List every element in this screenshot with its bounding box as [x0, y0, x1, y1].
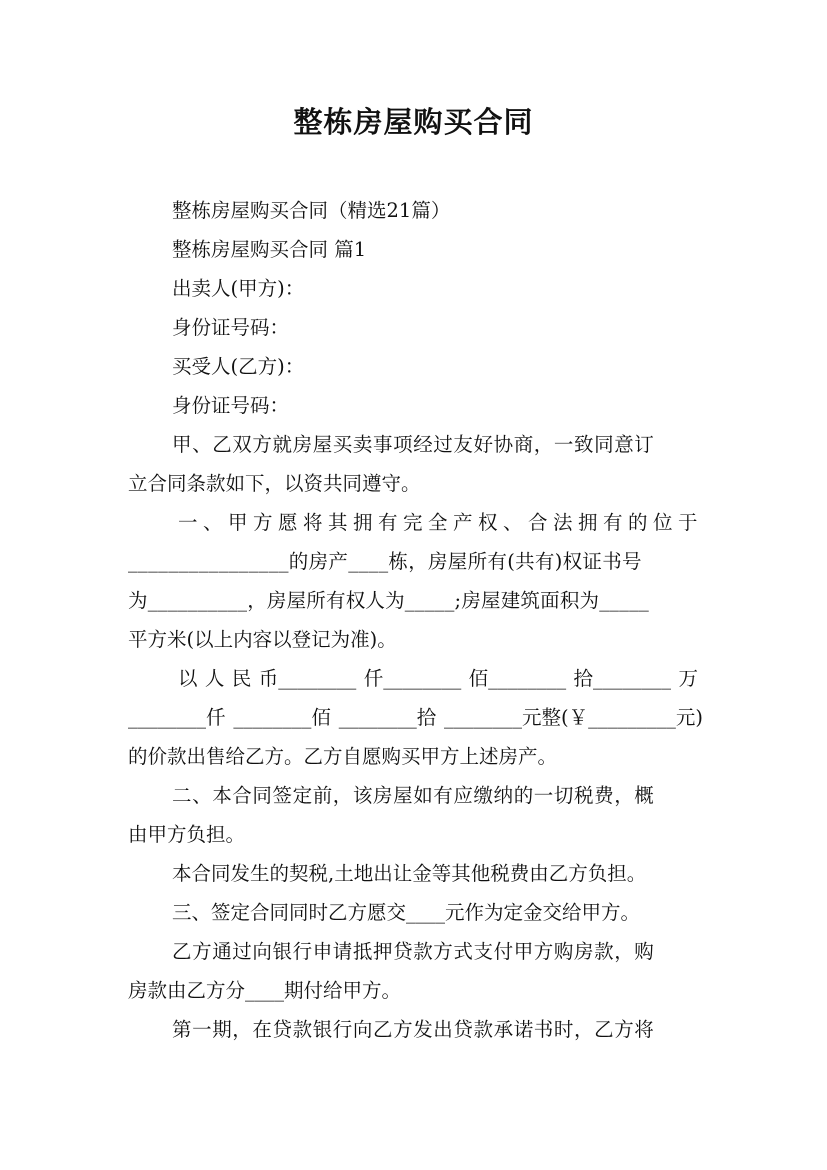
price-line [178, 664, 698, 694]
seller-label: 出卖人(甲方)： [172, 277, 305, 300]
paragraph-line: 房款由乙方分____期付给甲方。 [128, 979, 402, 1002]
amount-segment: ________仟 [128, 706, 226, 729]
paragraph-line: 二、本合同签定前，该房屋如有应缴纳的一切税费，概 [172, 784, 655, 807]
paragraph-line: 乙方通过向银行申请抵押贷款方式支付甲方购房款，购 [172, 940, 655, 963]
amount-segment: ________拾 [338, 706, 437, 729]
buyer-label: 买受人(乙方)： [172, 355, 305, 378]
paragraph-line: 一、甲方愿将其拥有完全产权、合法拥有的位于 [178, 511, 704, 534]
document-title: 整栋房屋购买合同 [293, 105, 534, 139]
seller-id-label: 身份证号码： [172, 316, 290, 339]
amount-segment: ________元整(￥_________元) [444, 706, 703, 729]
paragraph-line: 立合同条款如下，以资共同遵守。 [128, 472, 421, 495]
price-segment: 民 [231, 667, 252, 690]
paragraph-line: 的价款出售给乙方。乙方自愿购买甲方上述房产。 [128, 745, 558, 768]
price-segment: 币________ [258, 667, 357, 690]
price-segment: 万 [678, 667, 698, 690]
section-heading: 整栋房屋购买合同 篇1 [172, 238, 367, 261]
paragraph-line: 由甲方负担。 [128, 823, 246, 846]
paragraph-line: 第一期，在贷款银行向乙方发出贷款承诺书时，乙方将 [172, 1018, 655, 1041]
price-segment: 人 [204, 667, 225, 690]
document-subtitle: 整栋房屋购买合同（精选21篇） [172, 199, 451, 222]
paragraph-line: ________________的房产____栋，房屋所有(共有)权证书号 [128, 550, 642, 573]
price-segment: 仟________ [363, 667, 462, 690]
paragraph-line: 平方米(以上内容以登记为准)。 [128, 628, 397, 651]
price-segment: 佰________ [468, 667, 567, 690]
buyer-id-label: 身份证号码： [172, 394, 290, 417]
paragraph-line: 三、签定合同同时乙方愿交____元作为定金交给甲方。 [172, 901, 641, 924]
amount-segment: ________佰 [233, 706, 331, 729]
amount-line [128, 703, 703, 733]
paragraph-line: 本合同发生的契税,土地出让金等其他税费由乙方负担。 [172, 862, 647, 885]
price-segment: 拾________ [573, 667, 672, 690]
price-segment: 以 [178, 667, 198, 690]
paragraph-line: 甲、乙双方就房屋买卖事项经过友好协商，一致同意订 [172, 433, 655, 456]
paragraph-line: 为__________，房屋所有权人为_____;房屋建筑面积为_____ [128, 589, 649, 612]
